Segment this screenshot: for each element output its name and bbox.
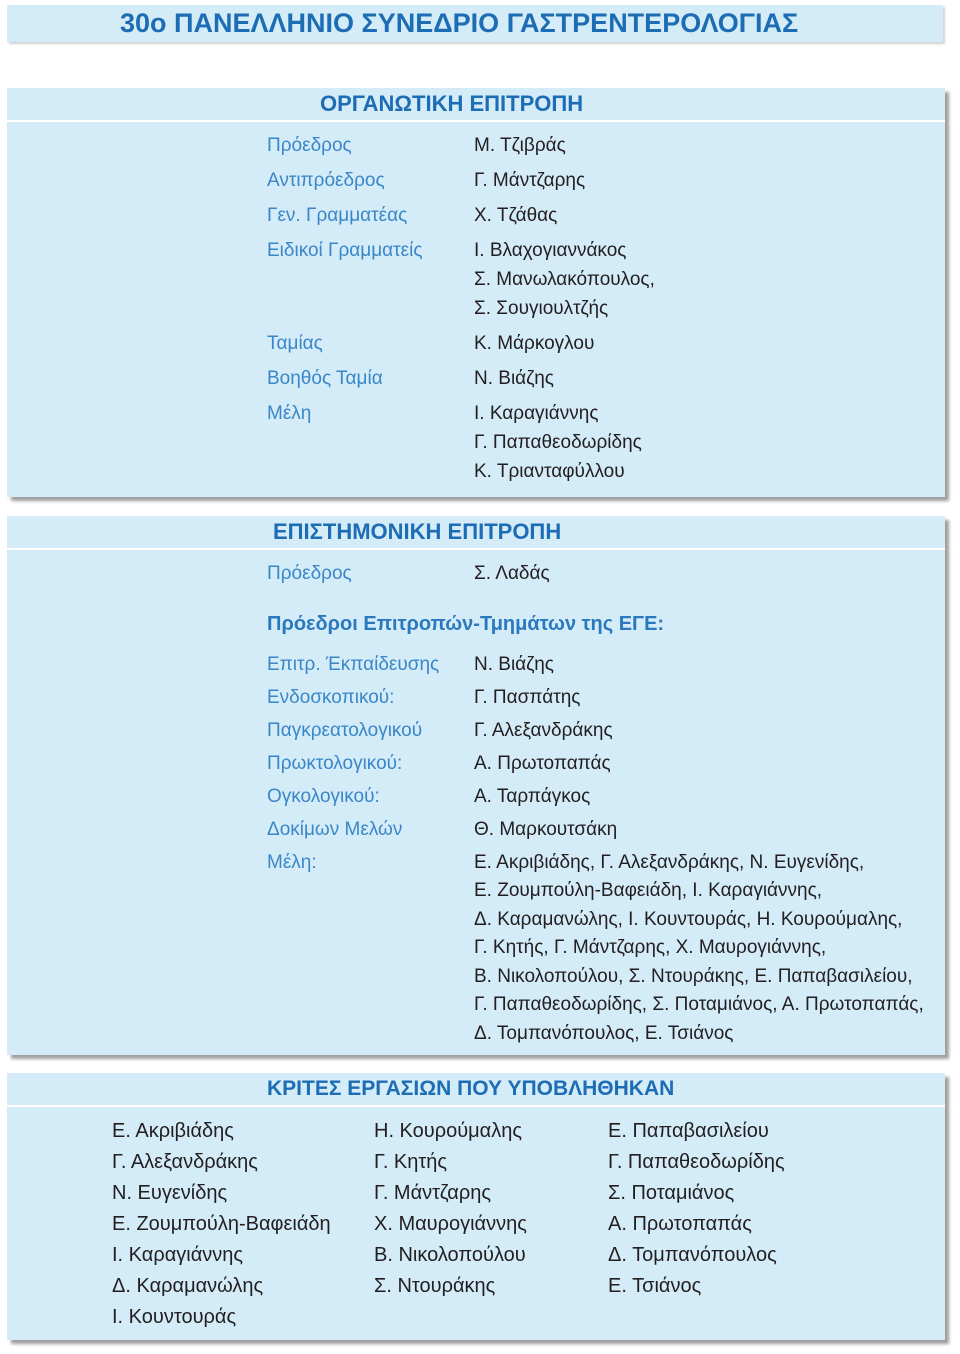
reviewer-column: [608, 1116, 785, 1333]
member-name: Γ. Πασπάτης: [474, 686, 581, 708]
reviewer-name: Ε. Ζουμπούλη-Βαφειάδη: [112, 1212, 331, 1235]
reviewer-name: Γ. Παπαθεοδωρίδης: [608, 1150, 785, 1173]
names-list: [474, 329, 594, 358]
reviewer-name: Ν. Ευγενίδης: [112, 1181, 228, 1204]
reviewer-name: Γ. Κητής: [374, 1150, 448, 1173]
member-line: Ε. Ζουμπούλη-Βαφειάδη, Ι. Καραγιάννης,: [474, 880, 823, 901]
names-list: [474, 684, 580, 713]
organizing-committee-panel: [7, 88, 945, 497]
committee-row: [7, 399, 945, 492]
committee-row: [7, 201, 945, 236]
role-label: Ειδικοί Γραμματείς: [267, 239, 423, 261]
member-line: Δ. Καραμανώλης, Ι. Κουντουράς, Η. Κουρούμαλης,: [474, 908, 903, 930]
member-line: Ε. Ακριβιάδης, Γ. Αλεξανδράκης, Ν. Ευγενίδης,: [474, 851, 865, 873]
reviewer-name: Β. Νικολοπούλου: [374, 1243, 526, 1266]
role-label: Πρωκτολογικού:: [267, 752, 403, 774]
reviewer-name: Α. Πρωτοπαπάς: [608, 1212, 752, 1235]
reviewer-name: Δ. Καραμανώλης: [112, 1274, 264, 1297]
role-label: Μέλη:: [267, 851, 317, 873]
reviewer-name: Γ. Μάντζαρης: [374, 1181, 491, 1204]
names-list: [474, 560, 550, 589]
president-row: [7, 550, 945, 593]
committee-row: [7, 684, 945, 717]
reviewer-column: [7, 1116, 374, 1333]
role-label: Ογκολογικού:: [267, 785, 380, 807]
page-title: 30ο ΠΑΝΕΛΛΗΝΙΟ ΣΥΝΕΔΡΙΟ ΓΑΣΤΡΕΝΤΕΡΟΛΟΓΙΑΣ: [120, 8, 799, 38]
names-list: [474, 166, 585, 195]
member-name: Γ. Παπαθεοδωρίδης: [474, 431, 642, 453]
reviewer-name: Σ. Ποταμιάνος: [608, 1181, 735, 1204]
committee-row: [7, 131, 945, 166]
member-line: Β. Νικολοπούλου, Σ. Ντουράκης, Ε. Παπαβασιλείου,: [474, 965, 913, 987]
member-name: Α. Πρωτοπαπάς: [474, 752, 611, 774]
member-name: Κ. Μάρκογλου: [474, 332, 595, 354]
committee-rows: [7, 651, 945, 1053]
scientific-committee-panel: [7, 516, 945, 1055]
names-list: [474, 750, 611, 779]
member-name: Σ. Σουγιουλτζής: [474, 297, 609, 319]
names-list: [474, 399, 642, 486]
member-name: Ν. Βιάζης: [474, 367, 554, 389]
member-name: Κ. Τριανταφύλλου: [474, 460, 625, 482]
panel-heading: ΕΠΙΣΤΗΜΟΝΙΚΗ ΕΠΙΤΡΟΠΗ: [7, 516, 945, 550]
member-name: Ι. Καραγιάννης: [474, 402, 599, 424]
reviewer-name: Ε. Τσιάνος: [608, 1274, 702, 1297]
reviewer-name: Ε. Παπαβασιλείου: [608, 1119, 769, 1142]
committee-row: [7, 816, 945, 849]
reviewer-name: Ι. Καραγιάννης: [112, 1243, 244, 1266]
committee-row: [7, 166, 945, 201]
committee-rows: [7, 122, 945, 492]
role-label: Μέλη: [267, 402, 312, 424]
role-label: Γεν. Γραμματέας: [267, 204, 408, 226]
committee-row: [7, 750, 945, 783]
reviewer-name: Ε. Ακριβιάδης: [112, 1119, 234, 1142]
member-name: Σ. Λαδάς: [474, 562, 550, 584]
role-label: Ενδοσκοπικού:: [267, 686, 395, 708]
member-name: Σ. Μανωλακόπουλος,: [474, 268, 655, 290]
member-name: Α. Ταρπάγκος: [474, 785, 591, 807]
names-list: [474, 816, 617, 845]
role-label: Βοηθός Ταμία: [267, 367, 383, 389]
committee-row: [7, 364, 945, 399]
role-label: Πρόεδρος: [267, 134, 352, 156]
panel-heading: ΚΡΙΤΕΣ ΕΡΓΑΣΙΩΝ ΠΟΥ ΥΠΟΒΛΗΘΗΚΑΝ: [7, 1073, 945, 1107]
reviewer-name: Σ. Ντουράκης: [374, 1274, 496, 1297]
role-label: Επιτρ. Έκπαίδευσης: [267, 653, 440, 675]
member-name: Θ. Μαρκουτσάκη: [474, 818, 618, 840]
reviewers-panel: [7, 1073, 945, 1340]
panel-heading: ΟΡΓΑΝΩΤΙΚΗ ΕΠΙΤΡΟΠΗ: [7, 88, 945, 122]
role-label: Ταμίας: [267, 332, 323, 354]
names-list: [474, 717, 613, 746]
committee-row: [7, 651, 945, 684]
names-list: [474, 236, 655, 323]
names-list: [474, 849, 924, 1049]
names-list: [474, 364, 554, 393]
role-label: Δοκίμων Μελών: [267, 818, 403, 840]
member-name: Χ. Τζάθας: [474, 204, 558, 226]
member-line: Γ. Παπαθεοδωρίδης, Σ. Ποταμιάνος, Α. Πρωτοπαπάς,: [474, 994, 924, 1015]
committee-row: [7, 849, 945, 1053]
names-list: [474, 651, 554, 680]
member-line: Γ. Κητής, Γ. Μάντζαρης, Χ. Μαυρογιάννης,: [474, 937, 827, 958]
reviewer-columns: [7, 1107, 945, 1333]
role-label: Αντιπρόεδρος: [267, 169, 385, 191]
member-name: Γ. Μάντζαρης: [474, 169, 586, 191]
reviewer-name: Η. Κουρούμαλης: [374, 1119, 522, 1142]
reviewer-name: Δ. Τομπανόπουλος: [608, 1243, 777, 1266]
title-banner: [7, 5, 943, 42]
reviewer-name: Χ. Μαυρογιάννης: [374, 1212, 527, 1235]
committee-row: [7, 329, 945, 364]
reviewer-column: [374, 1116, 608, 1333]
member-name: Ν. Βιάζης: [474, 653, 554, 675]
committee-row: [7, 783, 945, 816]
member-name: Γ. Αλεξανδράκης: [474, 719, 613, 741]
names-list: [474, 131, 566, 160]
role-label: Παγκρεατολογικού: [267, 719, 423, 741]
committee-row: [7, 717, 945, 750]
member-name: Ι. Βλαχογιαννάκος: [474, 239, 627, 261]
committee-row: [7, 236, 945, 329]
names-list: [474, 783, 590, 812]
reviewer-name: Γ. Αλεξανδράκης: [112, 1150, 258, 1173]
role-label: Πρόεδρος: [267, 562, 352, 584]
member-name: Μ. Τζιβράς: [474, 134, 566, 156]
reviewer-name: Ι. Κουντουράς: [112, 1305, 237, 1328]
section-subheading: Πρόεδροι Επιτροπών-Τμημάτων της ΕΓΕ:: [267, 613, 665, 635]
member-line: Δ. Τομπανόπουλος, Ε. Τσιάνος: [474, 1022, 734, 1044]
names-list: [474, 201, 557, 230]
